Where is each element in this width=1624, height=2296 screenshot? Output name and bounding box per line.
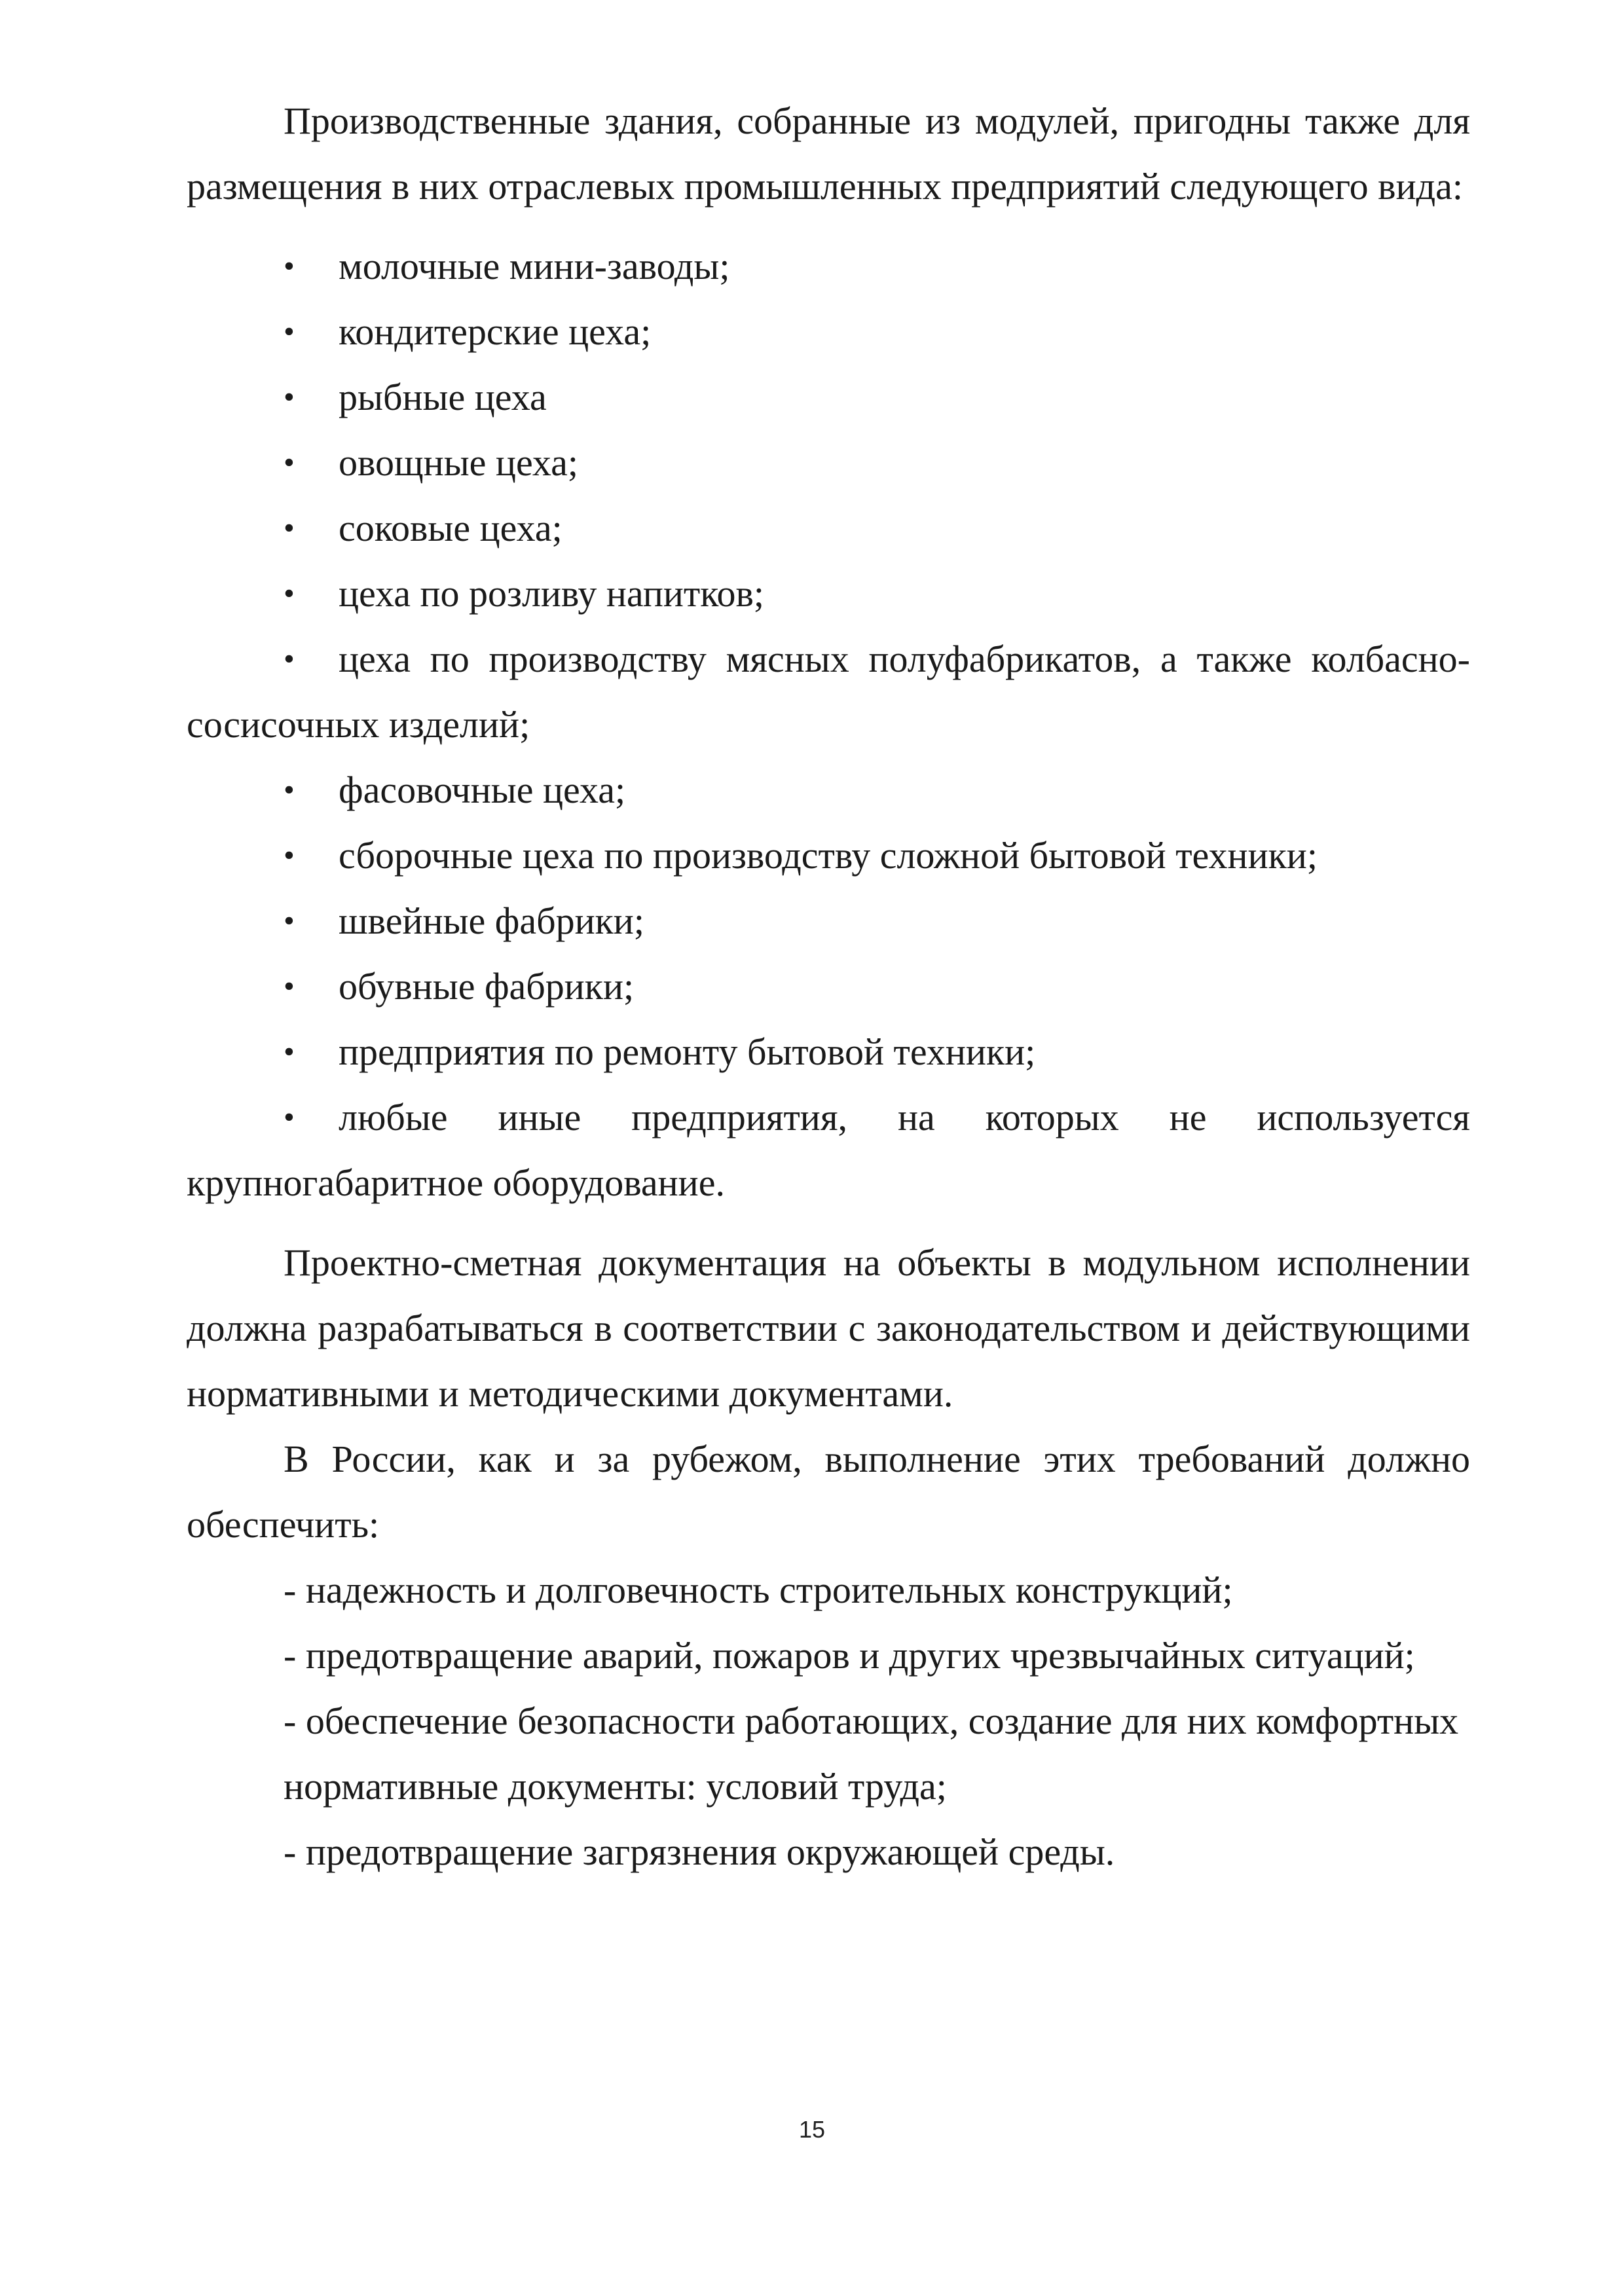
list-item-text: любые иные предприятия, на которых не используется крупногабаритное оборудование.	[187, 1096, 1470, 1204]
list-item-text: цеха по розливу напитков;	[339, 572, 765, 615]
bullet-icon: •	[284, 969, 295, 1004]
list-item-text: предприятия по ремонту бытовой техники;	[339, 1030, 1036, 1073]
list-item: - обеспечение безопасности работающих, создание для них комфортных нормативные документы: условий труда;	[284, 1700, 1459, 1808]
list-item	[187, 823, 1470, 888]
list-item: - предотвращение аварий, пожаров и других чрезвычайных ситуаций;	[284, 1634, 1415, 1677]
list-item	[187, 1085, 1470, 1216]
list-item-text: рыбные цеха	[339, 376, 547, 418]
list-item	[187, 496, 1470, 561]
bullet-icon: •	[284, 1034, 295, 1069]
list-item	[187, 888, 1470, 954]
list-item	[187, 954, 1470, 1019]
intro-paragraph: Производственные здания, собранные из модулей, пригодны также для размещения в них отраслевых промышленных предприятий следующего вида:	[187, 100, 1470, 208]
bullet-icon: •	[284, 511, 295, 545]
list-item-text: швейные фабрики;	[339, 900, 644, 942]
enterprise-bullet-list	[187, 234, 1470, 1216]
bullet-icon: •	[284, 642, 295, 676]
bullet-icon: •	[284, 445, 295, 480]
page-body	[187, 88, 1470, 1885]
documentation-paragraph: Проектно-сметная документация на объекты в модульном исполнении должна разрабатываться в соответствии с законодательством и действующими нормативными и методическими документами.	[187, 1241, 1470, 1415]
bullet-icon: •	[284, 314, 295, 349]
list-item-text: овощные цеха;	[339, 441, 579, 484]
list-item-text: молочные мини-заводы;	[339, 245, 730, 287]
list-item-text: цеха по производству мясных полуфабрикатов, а также колбасно-сосисочных изделий;	[187, 638, 1470, 746]
list-item-text: соковые цеха;	[339, 507, 563, 549]
list-item-text: кондитерские цеха;	[339, 310, 652, 353]
list-item-text: обувные фабрики;	[339, 965, 635, 1008]
list-item: - предотвращение загрязнения окружающей среды.	[284, 1831, 1115, 1873]
bullet-icon: •	[284, 773, 295, 807]
list-item	[187, 299, 1470, 365]
bullet-icon: •	[284, 380, 295, 414]
bullet-icon: •	[284, 249, 295, 283]
list-item	[187, 561, 1470, 627]
list-item-text: фасовочные цеха;	[339, 769, 626, 811]
bullet-icon: •	[284, 838, 295, 873]
bullet-icon: •	[284, 903, 295, 938]
page-number: 15	[798, 2116, 826, 2143]
requirements-dash-list	[187, 1558, 1470, 1885]
list-item-text: сборочные цеха по производству сложной бытовой техники;	[339, 834, 1318, 877]
list-item	[187, 365, 1470, 430]
list-item	[187, 234, 1470, 299]
bullet-icon: •	[284, 1100, 295, 1135]
bullet-icon: •	[284, 576, 295, 611]
list-item	[187, 1019, 1470, 1085]
list-item	[187, 430, 1470, 496]
russia-paragraph: В России, как и за рубежом, выполнение этих требований должно обеспечить:	[187, 1438, 1470, 1546]
list-item: - надежность и долговечность строительных конструкций;	[284, 1569, 1233, 1611]
list-item	[187, 627, 1470, 757]
list-item	[187, 757, 1470, 823]
